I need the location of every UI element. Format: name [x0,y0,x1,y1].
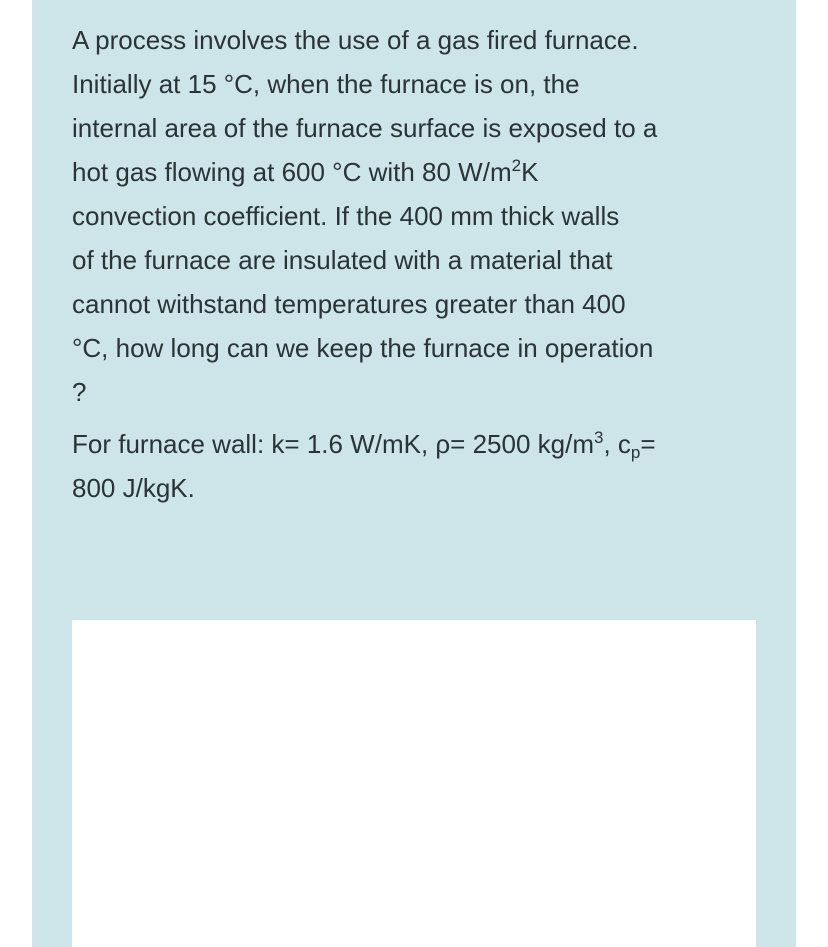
question-text [72,18,772,510]
question-line: hot gas flowing at 600 °C with 80 W/m [72,157,512,187]
question-line: Initially at 15 °C, when the furnace is on, the [72,69,580,99]
question-line: ? [72,377,87,407]
given-line: For furnace wall: k= 1.6 W/mK, ρ= 2500 kg/m [72,429,594,459]
given-line: 800 J/kgK. [72,473,195,503]
question-line: convection coefficient. If the 400 mm thick walls [72,201,620,231]
question-paragraph [72,18,772,414]
answer-area[interactable] [72,620,756,947]
question-line: A process involves the use of a gas fired furnace. [72,25,639,55]
question-line: of the furnace are insulated with a material that [72,245,613,275]
question-line: internal area of the furnace surface is exposed to a [72,113,658,143]
given-data [72,422,772,510]
superscript: 3 [594,428,604,447]
question-line: cannot withstand temperatures greater than 400 [72,289,626,319]
superscript: 2 [511,156,522,175]
given-line: = [640,429,656,459]
question-line: °C, how long can we keep the furnace in operation [72,333,654,363]
subscript: p [630,443,641,462]
question-line: K [521,157,539,187]
question-card [32,0,796,947]
given-line: , c [603,429,631,459]
